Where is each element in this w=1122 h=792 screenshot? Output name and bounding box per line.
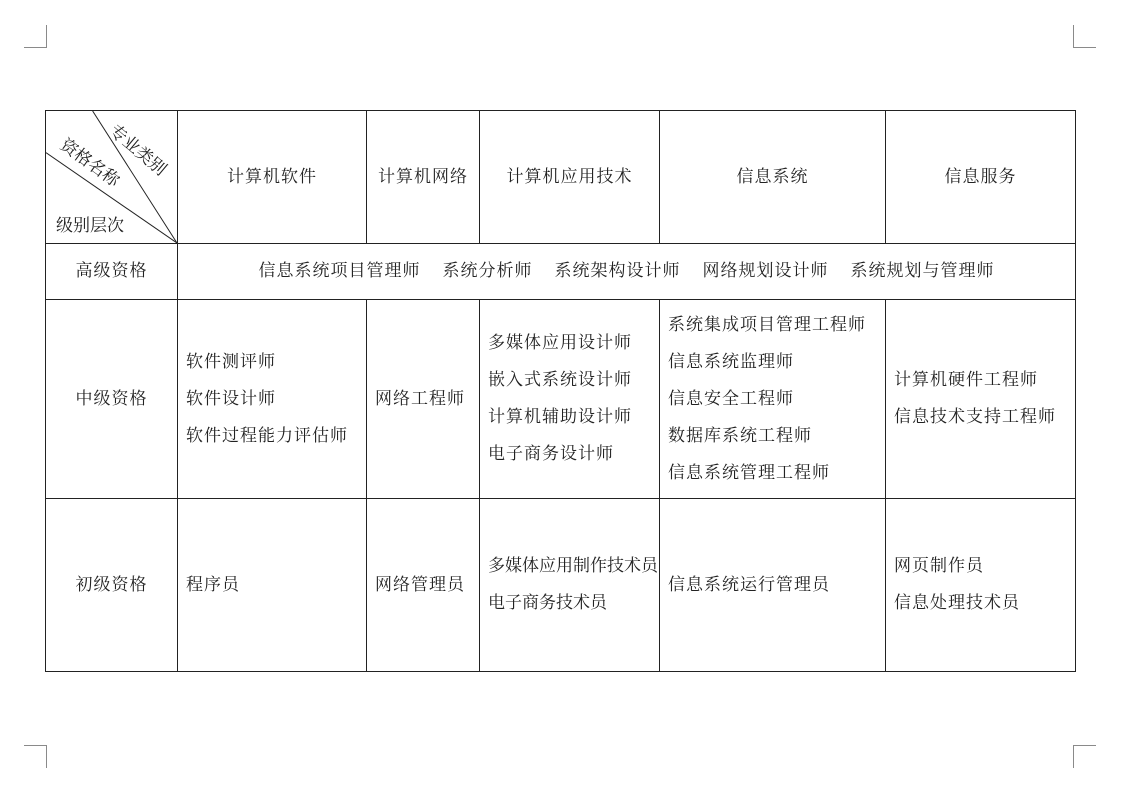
header-row: [46, 111, 1076, 244]
list-item: 信息系统管理工程师: [668, 462, 830, 483]
senior-item: 系统规划与管理师: [850, 261, 995, 281]
column-header-application: 计算机应用技术: [480, 111, 660, 244]
list-item: 嵌入式系统设计师: [488, 370, 632, 390]
senior-qualifications: [178, 244, 1076, 300]
intermediate-application-cell: [480, 300, 660, 499]
junior-info-system-cell: [660, 499, 886, 672]
page-corner-mark-bottom-left: [24, 745, 47, 768]
list-item: 信息系统运行管理员: [668, 574, 830, 595]
senior-item: 系统架构设计师: [554, 261, 681, 281]
list-item: 网络工程师: [375, 388, 465, 409]
page-corner-mark-top-left: [24, 25, 47, 48]
senior-row: [46, 244, 1076, 300]
senior-level-label: 高级资格: [46, 244, 178, 300]
list-item: 计算机硬件工程师: [894, 370, 1038, 390]
list-item: 计算机辅助设计师: [488, 407, 632, 427]
list-item: 信息系统监理师: [668, 351, 794, 372]
junior-level-label: 初级资格: [46, 499, 178, 672]
list-item: 软件过程能力评估师: [186, 425, 348, 446]
intermediate-row: [46, 300, 1076, 499]
junior-row: [46, 499, 1076, 672]
list-item: 软件设计师: [186, 388, 276, 409]
corner-category-label: 专业类别: [105, 121, 171, 181]
intermediate-level-label: 中级资格: [46, 300, 178, 499]
list-item: 信息安全工程师: [668, 388, 794, 409]
column-header-info-service: 信息服务: [886, 111, 1076, 244]
corner-level-label: 级别层次: [56, 216, 124, 236]
junior-software-cell: [178, 499, 367, 672]
column-header-network: 计算机网络: [367, 111, 480, 244]
list-item: 多媒体应用设计师: [488, 333, 632, 353]
list-item: 网页制作员: [894, 556, 984, 576]
list-item: 电子商务技术员: [488, 593, 607, 613]
list-item: 数据库系统工程师: [668, 425, 812, 446]
senior-item: 信息系统项目管理师: [258, 261, 421, 281]
corner-name-label: 资格名称: [56, 135, 124, 192]
senior-item: 网络规划设计师: [702, 261, 829, 281]
senior-item: 系统分析师: [442, 261, 533, 281]
list-item: 信息处理技术员: [894, 593, 1020, 613]
list-item: 信息技术支持工程师: [894, 407, 1056, 427]
intermediate-software-cell: [178, 300, 367, 499]
column-header-info-system: 信息系统: [660, 111, 886, 244]
intermediate-info-system-cell: [660, 300, 886, 499]
list-item: 程序员: [186, 574, 240, 595]
page-corner-mark-bottom-right: [1073, 745, 1096, 768]
junior-network-cell: [367, 499, 480, 672]
column-header-software: 计算机软件: [178, 111, 367, 244]
list-item: 多媒体应用制作技术员: [488, 556, 658, 576]
list-item: 软件测评师: [186, 351, 276, 372]
intermediate-info-service-cell: [886, 300, 1076, 499]
page-corner-mark-top-right: [1073, 25, 1096, 48]
qualification-table: [45, 110, 1076, 672]
list-item: 系统集成项目管理工程师: [668, 314, 866, 335]
diagonal-header-cell: [46, 111, 178, 244]
list-item: 网络管理员: [375, 574, 465, 595]
intermediate-network-cell: [367, 300, 480, 499]
junior-application-cell: [480, 499, 660, 672]
list-item: 电子商务设计师: [488, 444, 614, 464]
junior-info-service-cell: [886, 499, 1076, 672]
